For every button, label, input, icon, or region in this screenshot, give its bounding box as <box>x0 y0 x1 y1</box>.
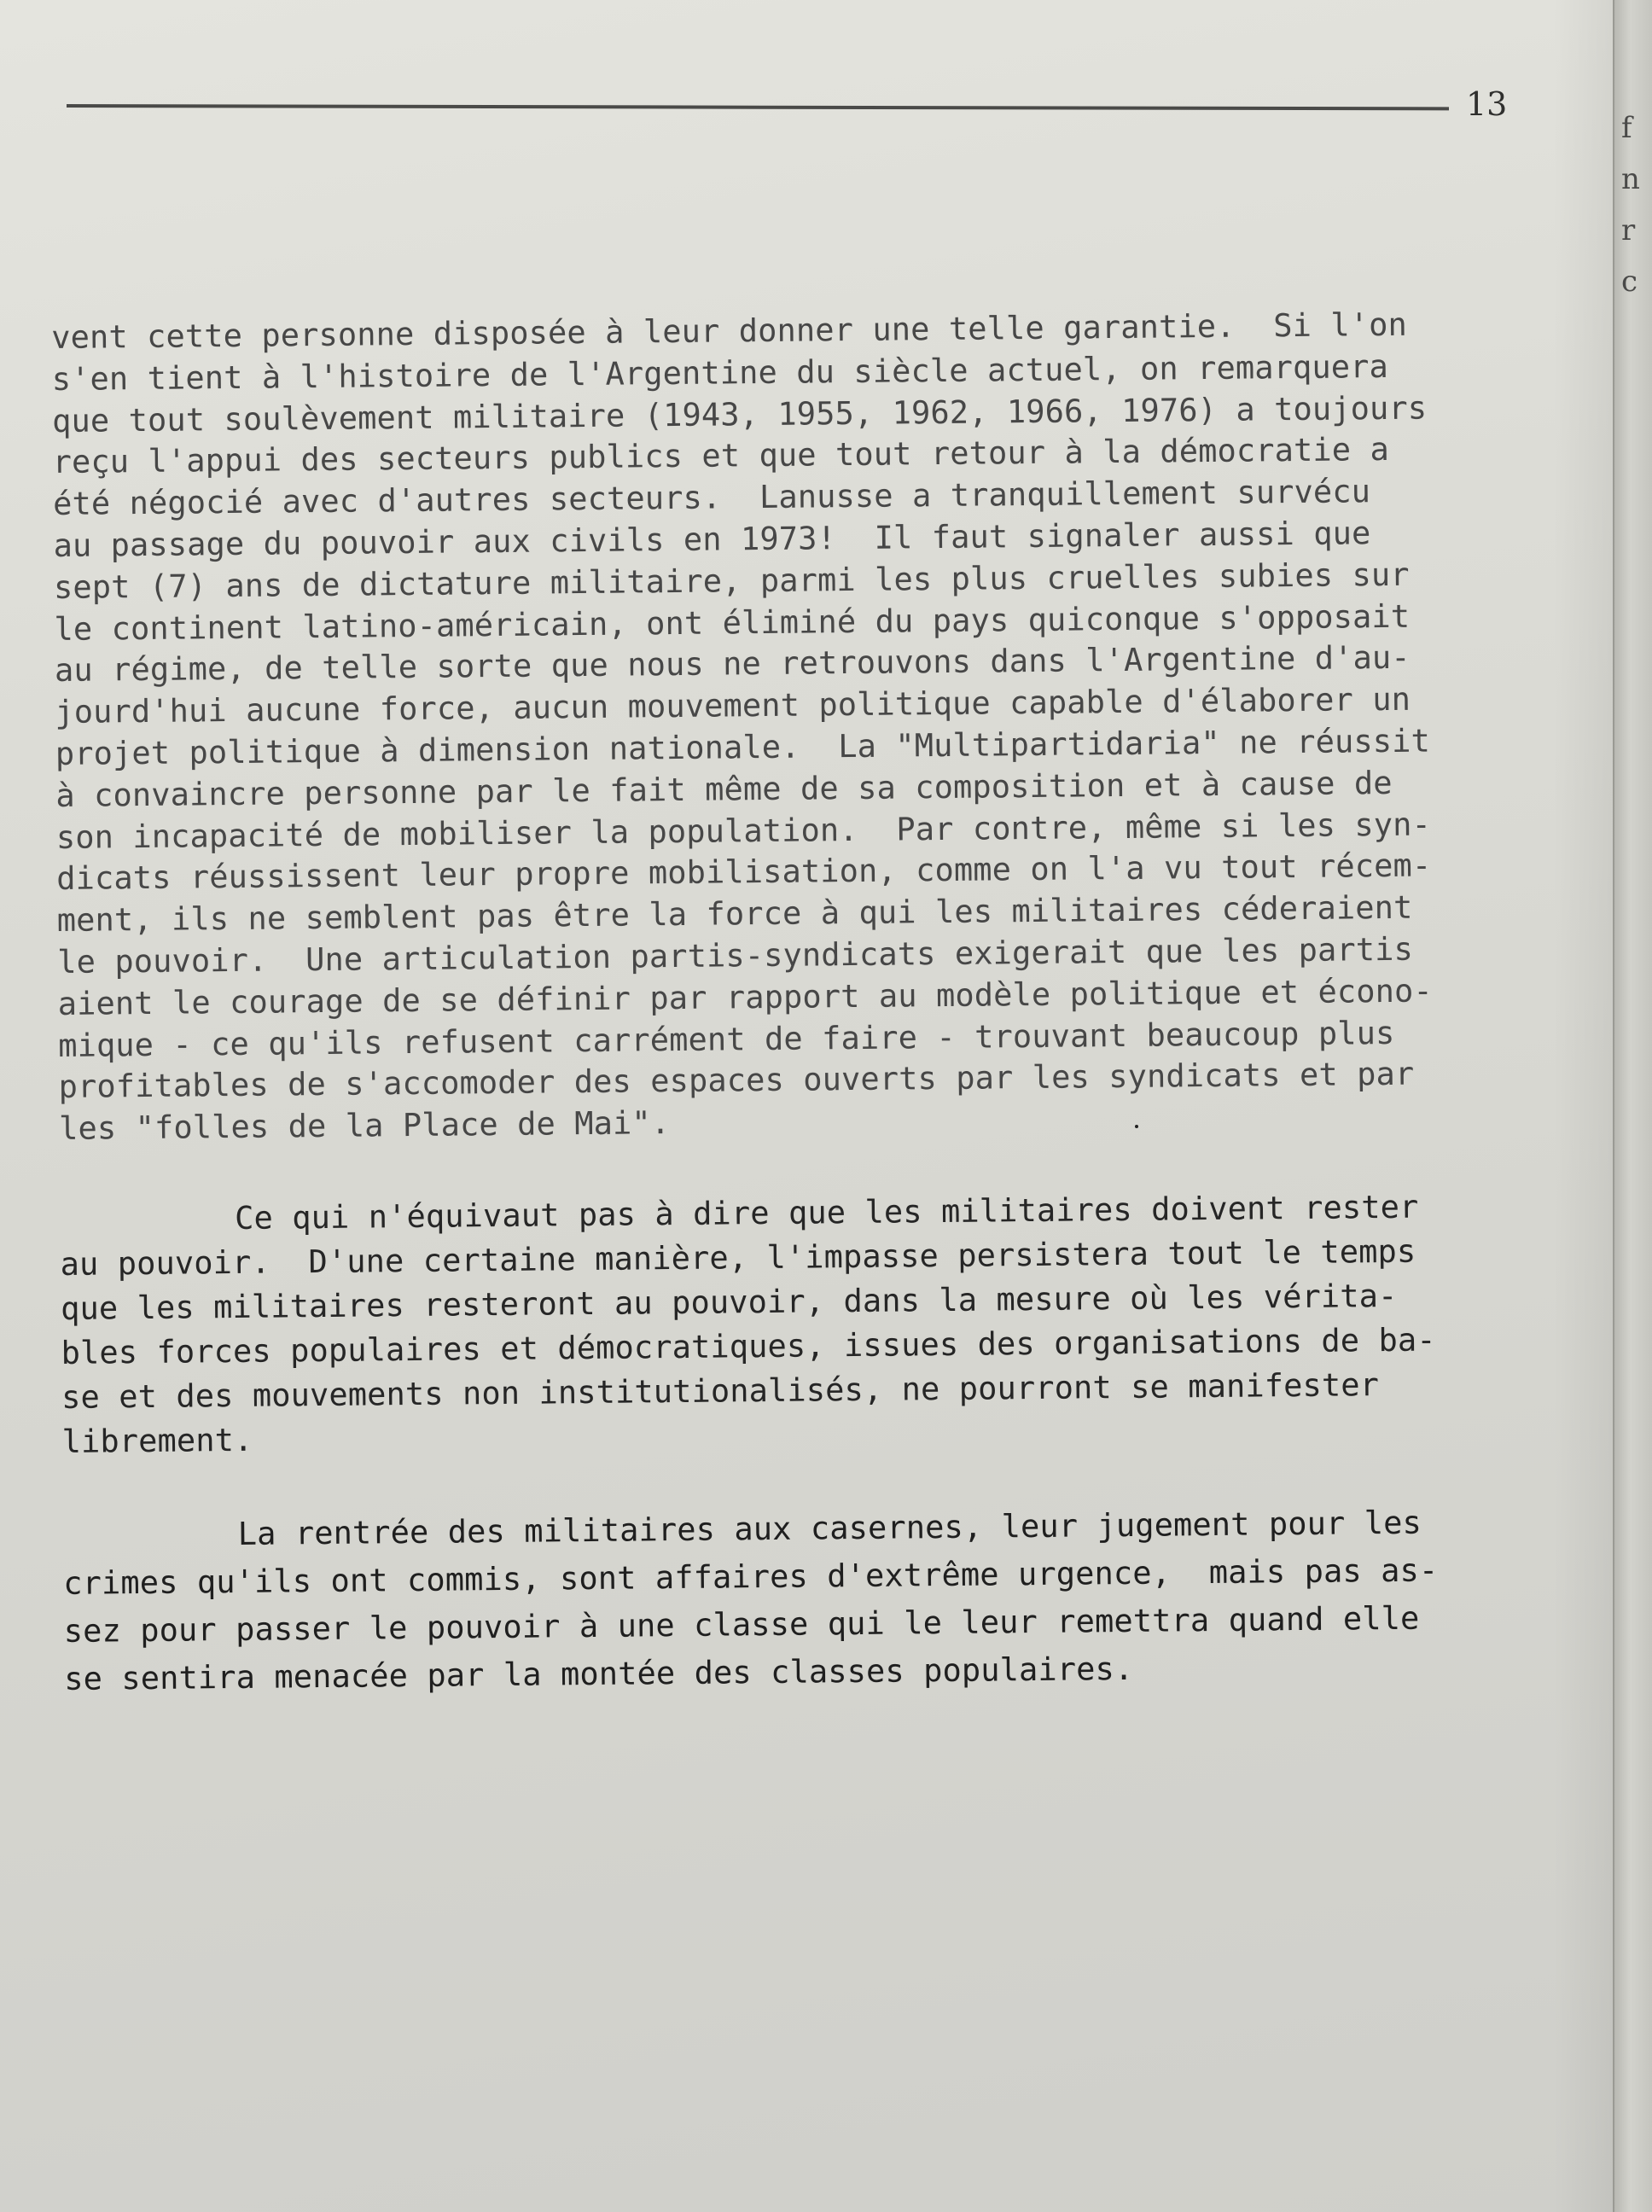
text-line: profitables de s'accomoder des espaces ouverts par les syndicats et par <box>58 1056 1415 1106</box>
stray-ink-dot <box>1135 1125 1138 1128</box>
text-line: sez pour passer le pouvoir à une classe qui le leur remettra quand elle <box>63 1599 1420 1650</box>
text-line: mique - ce qu'ils refusent carrément de faire - trouvant beaucoup plus <box>57 1014 1395 1064</box>
text-line: le pouvoir. Une articulation partis-syndicats exigerait que les partis <box>57 930 1414 981</box>
text-line: s'en tient à l'histoire de l'Argentine du siècle actuel, on remarquera <box>51 347 1389 398</box>
body-text <box>51 302 1613 1703</box>
text-line: que les militaires resteront au pouvoir, dans la mesure où les vérita- <box>60 1277 1398 1327</box>
text-line: librement. <box>61 1421 253 1460</box>
text-line: crimes qu'ils ont commis, sont affaires d'extrême urgence, mais pas as- <box>63 1551 1439 1602</box>
text-line: reçu l'appui des secteurs publics et que tout retour à la démocratie a <box>52 431 1390 481</box>
edge-mark: n <box>1621 162 1640 196</box>
edge-marks <box>1621 102 1647 358</box>
text-line: le continent latino-américain, ont éliminé du pays quiconque s'opposait <box>54 597 1411 648</box>
text-line: au passage du pouvoir aux civils en 1973! Il faut signaler aussi que <box>53 515 1371 564</box>
text-line: que tout soulèvement militaire (1943, 1955, 1962, 1966, 1976) a toujours <box>51 389 1428 439</box>
paragraph-2 <box>60 1183 1613 1464</box>
paragraph-3 <box>62 1497 1613 1703</box>
text-line: sept (7) ans de dictature militaire, parmi les plus cruelles subies sur <box>53 556 1410 606</box>
text-line: Ce qui n'équivaut pas à dire que les militaires doivent rester <box>234 1188 1419 1237</box>
paragraph-1 <box>51 302 1613 1150</box>
header-rule <box>67 104 1449 110</box>
text-line: ment, ils ne semblent pas être la force à qui les militaires céderaient <box>56 888 1413 940</box>
text-line: été négocié avec d'autres secteurs. Lanusse a tranquillement survécu <box>52 473 1371 523</box>
text-line: projet politique à dimension nationale. La "Multipartidaria" ne réussit <box>55 722 1431 772</box>
text-line: à convaincre personne par le fait même de sa composition et à cause de <box>55 764 1393 814</box>
text-line: vent cette personne disposée à leur donner une telle garantie. Si l'on <box>51 306 1408 356</box>
text-line: dicats réussissent leur propre mobilisation, comme on l'a vu tout récem- <box>56 847 1432 898</box>
page-number: 13 <box>1466 85 1508 123</box>
text-line: les "folles de la Place de Mai". <box>58 1104 671 1148</box>
text-line: se et des mouvements non institutionalisés, ne pourront se manifester <box>61 1366 1380 1416</box>
text-line: au pouvoir. D'une certaine manière, l'impasse persistera tout le temps <box>60 1232 1416 1283</box>
text-line: La rentrée des militaires aux casernes, leur jugement pour les <box>237 1504 1422 1552</box>
edge-mark: c <box>1621 265 1638 299</box>
text-line: au régime, de telle sorte que nous ne retrouvons dans l'Argentine d'au- <box>54 639 1411 690</box>
text-line: aient le courage de se définir par rapport au modèle politique et écono- <box>57 972 1433 1022</box>
text-line: se sentira menacée par la montée des classes populaires. <box>64 1650 1134 1697</box>
edge-mark: f <box>1621 111 1632 145</box>
text-line: jourd'hui aucune force, aucun mouvement politique capable d'élaborer un <box>55 680 1411 731</box>
text-line: bles forces populaires et démocratiques, issues des organisations de ba- <box>61 1321 1436 1371</box>
text-line: son incapacité de mobiliser la population. Par contre, même si les syn- <box>55 806 1432 856</box>
edge-mark: r <box>1621 213 1636 247</box>
